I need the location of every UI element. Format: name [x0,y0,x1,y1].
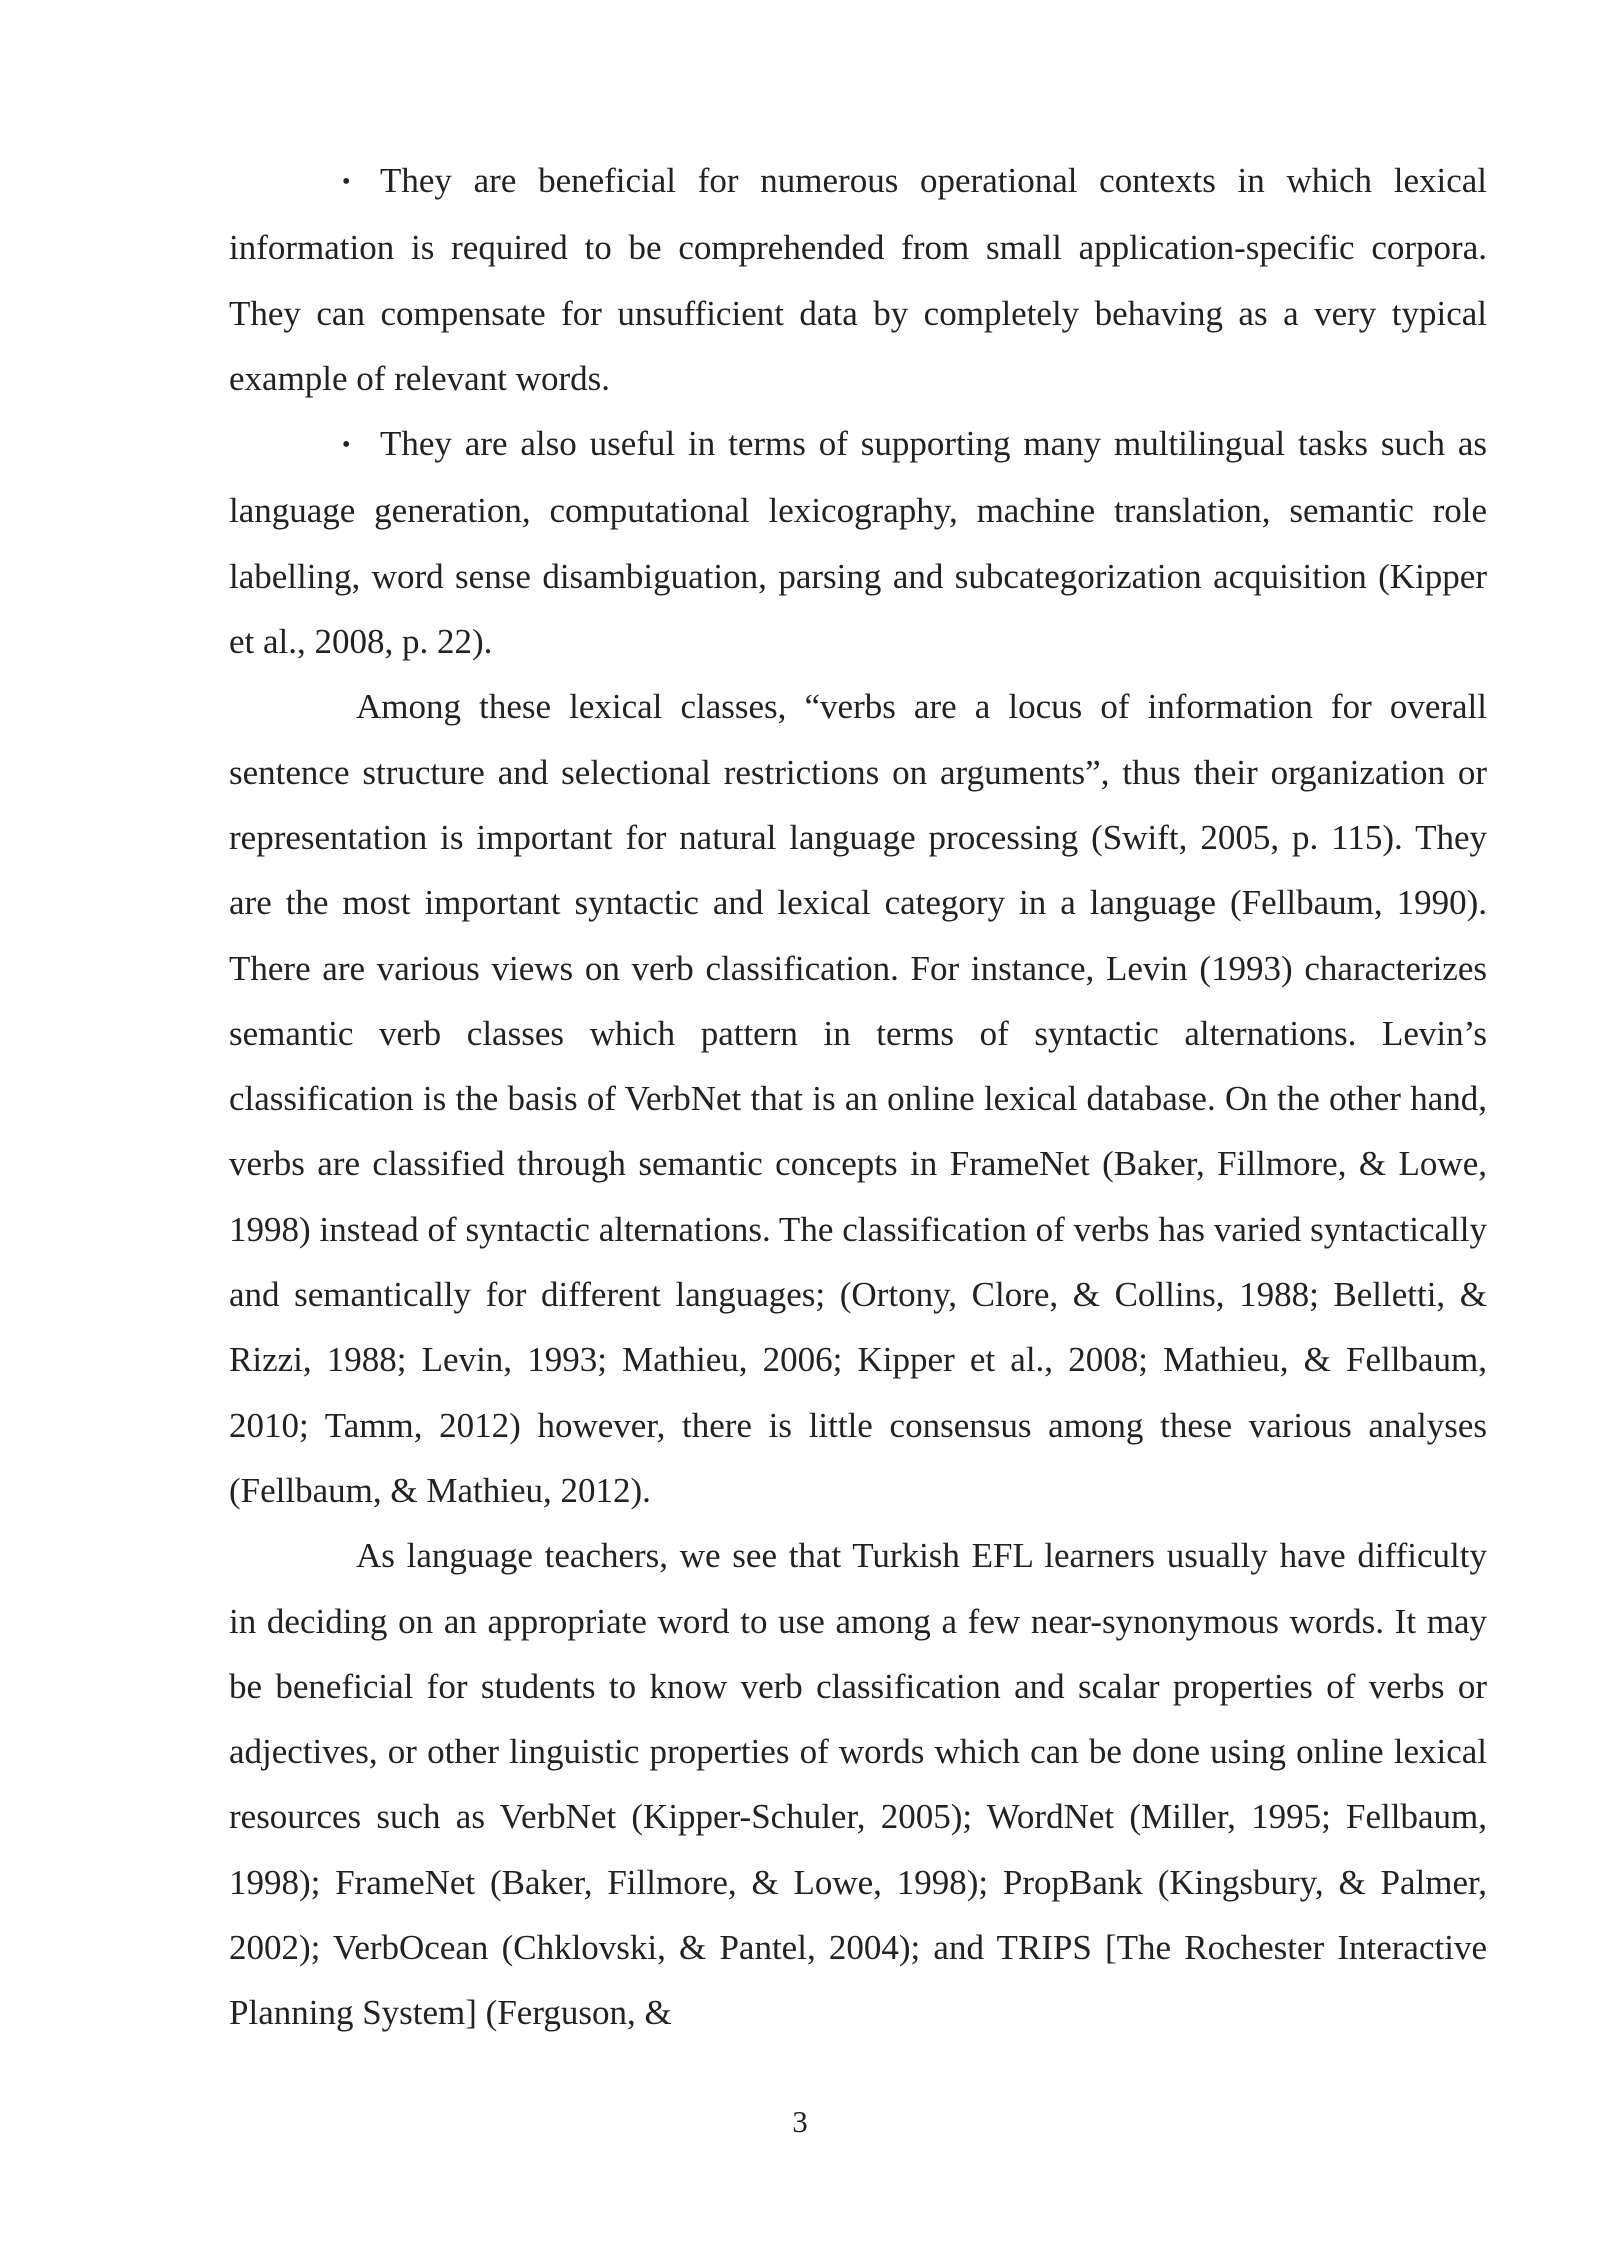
bullet-item-2 [229,411,1487,674]
paragraph-language-teachers: As language teachers, we see that Turkish EFL learners usually have difficulty in deciding on an appropriate word to use among a few near-synonymous words. It may be beneficial for students to know verb classification and scalar properties of verbs or adjectives, or other linguistic properties of words which can be done using online lexical resources such as VerbNet (Kipper-Schuler, 2005); WordNet (Miller, 1995; Fellbaum, 1998); FrameNet (Baker, Fillmore, & Lowe, 1998); PropBank (Kingsbury, & Palmer, 2002); VerbOcean (Chklovski, & Pantel, 2004); and TRIPS [The Rochester Interactive Planning System] (Ferguson, & [229,1536,1487,2033]
bullet-icon: • [342,432,351,459]
bullet-icon: • [342,169,351,195]
body-text [229,148,1487,2046]
paragraph-verbs: Among these lexical classes, “verbs are a locus of information for overall sentence structure and selectional restrictions on arguments”, thus their organization or representation is important for natural language processing (Swift, 2005, p. 115). They are the most important syntactic and lexical category in a language (Fellbaum, 1990). There are various views on verb classification. For instance, Levin (1993) characterizes semantic verb classes which pattern in terms of syntactic alternations. Levin’s classification is the basis of VerbNet that is an online lexical database. On the other hand, verbs are classified through semantic concepts in FrameNet (Baker, Fillmore, & Lowe, 1998) instead of syntactic alternations. The classification of verbs has varied syntactically and semantically for different languages; (Ortony, Clore, & Collins, 1988; Belletti, & Rizzi, 1988; Levin, 1993; Mathieu, 2006; Kipper et al., 2008; Mathieu, & Fellbaum, 2010; Tamm, 2012) however, there is little consensus among these various analyses (Fellbaum, & Mathieu, 2012). [229,687,1487,1510]
bullet-item-1 [229,148,1487,411]
bullet-text-1: They are beneficial for numerous operational contexts in which lexical information is required to be comprehended from small application-specific corpora. They can compensate for unsufficient data by completely behaving as a very typical example of relevant words. [229,161,1487,398]
page-number: 3 [792,2104,808,2139]
bullet-text-2: They are also useful in terms of supporting many multilingual tasks such as language generation, computational lexicography, machine translation, semantic role labelling, word sense disambiguation, parsing and subcategorization acquisition (Kipper et al., 2008, p. 22). [229,424,1487,662]
